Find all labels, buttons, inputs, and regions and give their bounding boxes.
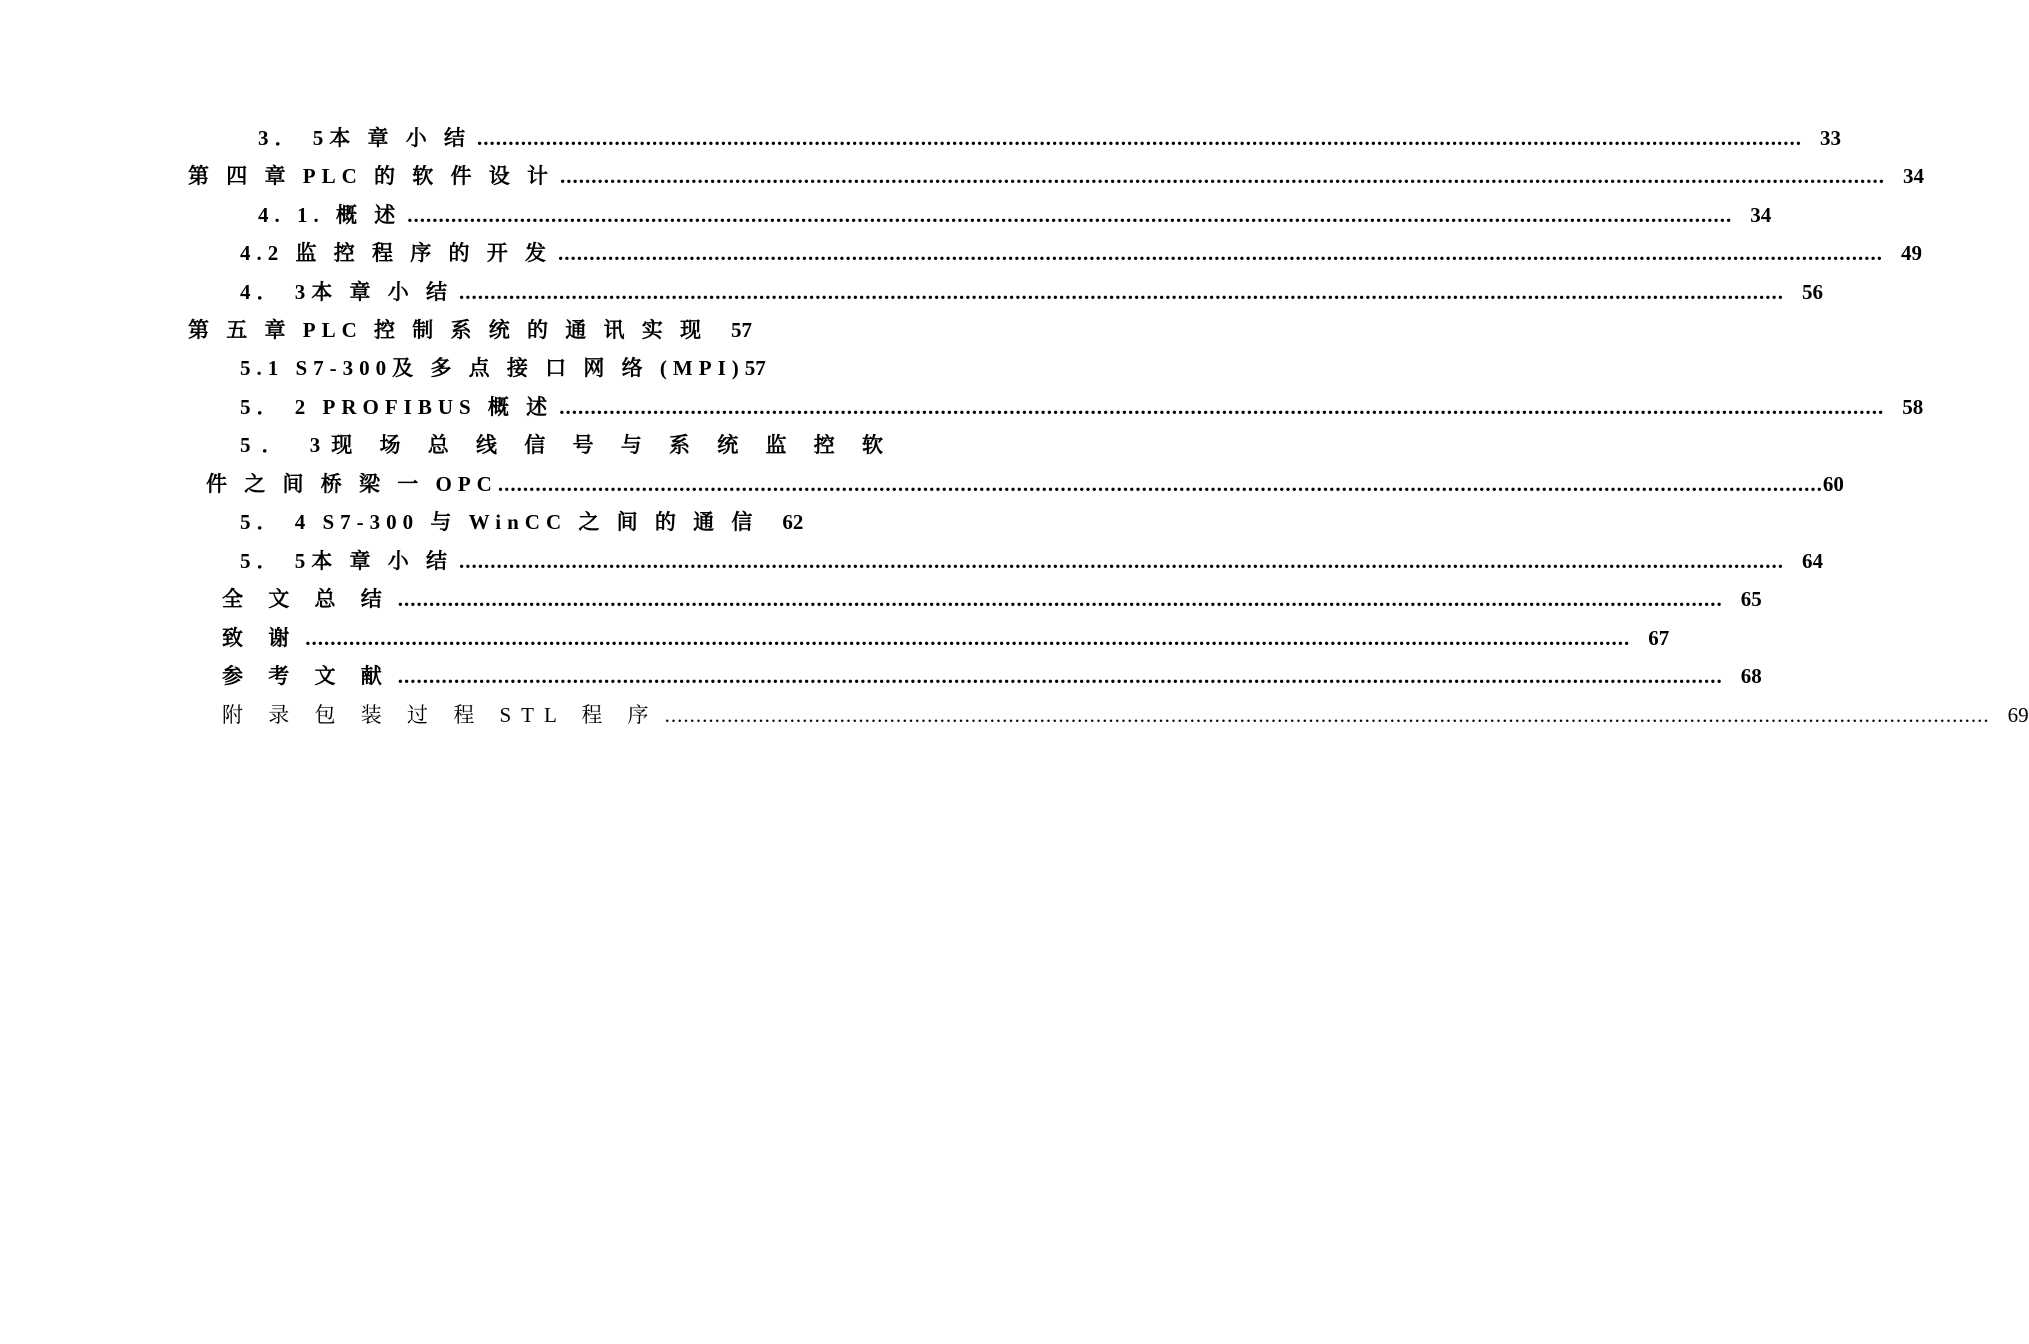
toc-leader-dots (398, 664, 1723, 689)
toc-leader-dots (558, 241, 1883, 266)
toc-entry[interactable] (206, 468, 1844, 506)
toc-entry-title: 附 录 包 装 过 程 STL 程 序 (222, 703, 659, 727)
toc-leader-dots (459, 280, 1784, 305)
toc-entry-page: 34 (1750, 203, 1772, 227)
toc-entry-page: 57 (731, 318, 752, 342)
toc-entry[interactable] (240, 352, 766, 390)
toc-entry-page: 69 (2007, 703, 2029, 727)
toc-entry-page: 58 (1902, 395, 1924, 419)
toc-entry-title: 5． 3现 场 总 线 信 号 与 系 统 监 控 软 (240, 433, 894, 457)
toc-entry[interactable] (240, 429, 894, 467)
toc-entry-page: 68 (1740, 664, 1762, 688)
toc-entry-title: 4.2 监 控 程 序 的 开 发 (240, 241, 552, 265)
toc-entry[interactable] (222, 660, 1762, 698)
toc-entry-title: 5.1 S7-300及 多 点 接 口 网 络 (MPI) (240, 356, 745, 380)
toc-entry-title: 参 考 文 献 (222, 664, 392, 688)
toc-entry[interactable] (222, 583, 1762, 621)
toc-entry-page: 57 (744, 356, 766, 380)
toc-entry[interactable] (240, 391, 1924, 429)
toc-leader-dots (398, 587, 1723, 612)
toc-entry-title: 全 文 总 结 (222, 587, 392, 611)
toc-entry[interactable] (188, 314, 750, 352)
toc-entry-page: 33 (1820, 126, 1841, 150)
toc-entry-title: 件 之 间 桥 梁 一 OPC (206, 472, 498, 496)
toc-entry-page: 34 (1903, 164, 1924, 188)
toc-entry-title: 5． 5本 章 小 结 (240, 549, 453, 573)
toc-leader-dots (665, 703, 1990, 728)
toc-entry-title: 4. 1. 概 述 (258, 203, 402, 227)
toc-entry-title: 5． 2 PROFIBUS 概 述 (240, 395, 554, 419)
toc-entry-title: 3． 5本 章 小 结 (258, 126, 471, 150)
toc-entry-page: 62 (782, 510, 804, 534)
toc-leader-dots (560, 164, 1885, 189)
toc-entry[interactable] (258, 122, 1841, 160)
toc-entry[interactable] (240, 276, 1823, 314)
toc-entry-page: 67 (1648, 626, 1670, 650)
toc-entry-page: 60 (1822, 472, 1844, 496)
toc-entry-title: 4． 3本 章 小 结 (240, 280, 453, 304)
toc-leader-dots (477, 126, 1802, 151)
toc-entry-page: 49 (1901, 241, 1922, 265)
toc-entry-title: 第 四 章 PLC 的 软 件 设 计 (188, 164, 554, 188)
toc-leader-dots (459, 549, 1784, 574)
toc-entry[interactable] (240, 545, 1823, 583)
toc-entry[interactable] (222, 622, 1670, 660)
toc-entry-page: 64 (1802, 549, 1823, 573)
toc-entry[interactable] (240, 506, 804, 544)
toc-entry-title: 5． 4 S7-300 与 WinCC 之 间 的 通 信 (240, 510, 759, 534)
toc-entry[interactable] (222, 699, 2029, 737)
toc-entry-title: 致 谢 (222, 626, 300, 650)
toc-entry-page: 56 (1802, 280, 1823, 304)
toc-entry[interactable] (188, 160, 1924, 198)
toc-leader-dots (305, 626, 1630, 651)
toc-leader-dots (407, 203, 1732, 228)
toc-leader-dots (498, 472, 1823, 497)
toc-entry-page: 65 (1740, 587, 1762, 611)
toc-entry[interactable] (240, 237, 1922, 275)
toc-entry-title: 第 五 章 PLC 控 制 系 统 的 通 讯 实 现 (188, 318, 707, 342)
toc-leader-dots (559, 395, 1884, 420)
toc-entry[interactable] (258, 199, 1772, 237)
